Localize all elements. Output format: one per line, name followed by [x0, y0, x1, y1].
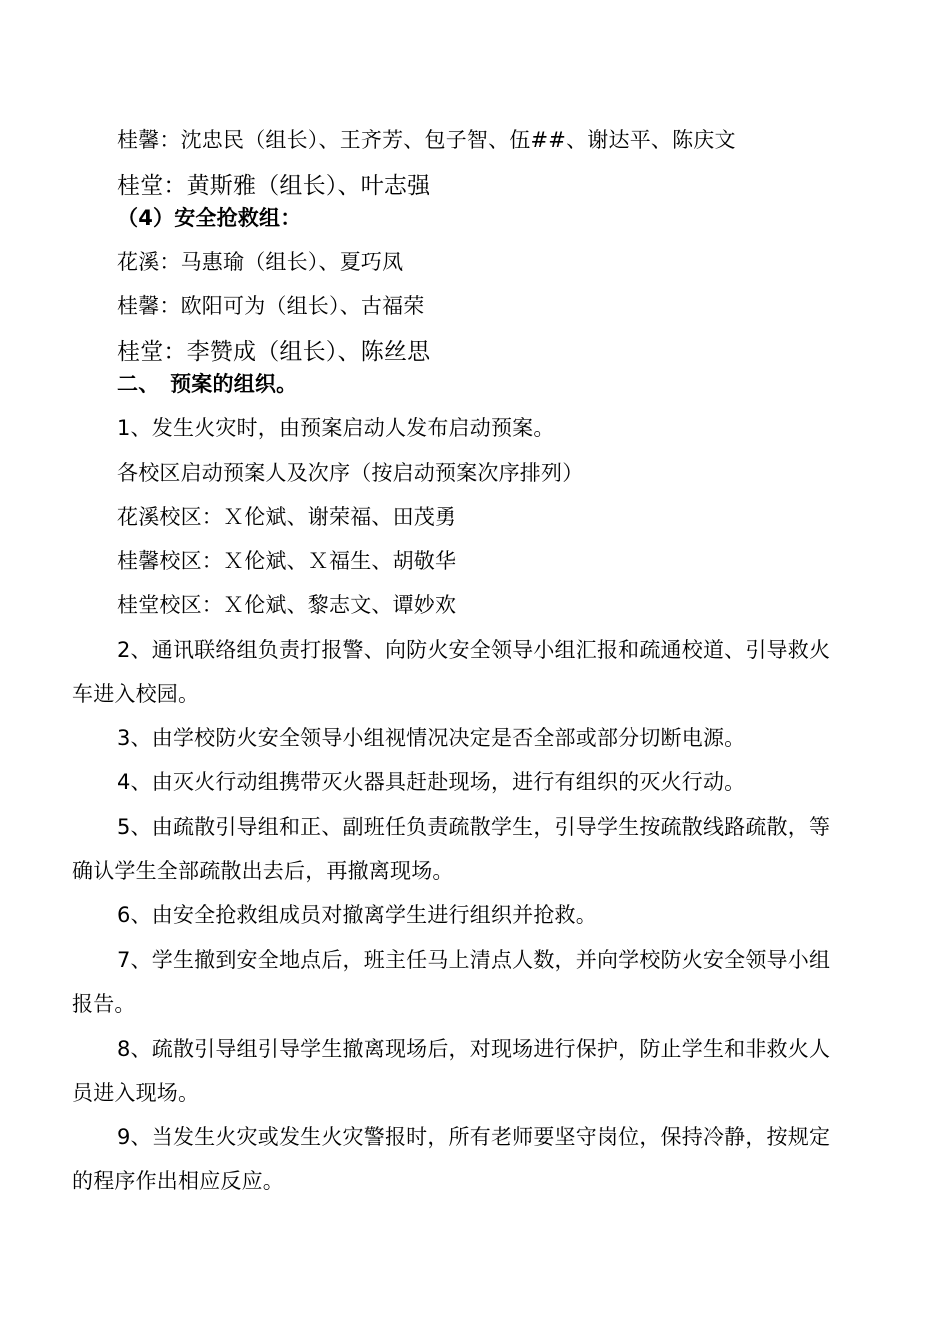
paragraph-9-line-1: 9、当发生火灾或发生火灾警报时，所有老师要坚守岗位，保持冷静，按规定: [117, 1125, 831, 1149]
paragraph-8-line-2: 员进入现场。: [72, 1081, 200, 1105]
paragraph-6: 6、由安全抢救组成员对撤离学生进行组织并抢救。: [117, 903, 597, 927]
activator-guitang: 桂堂校区：Ｘ伦斌、黎志文、谭妙欢: [117, 593, 457, 617]
activator-huaxi: 花溪校区：Ｘ伦斌、谢荣福、田茂勇: [117, 505, 457, 529]
paragraph-3: 3、由学校防火安全领导小组视情况决定是否全部或部分切断电源。: [117, 726, 746, 750]
activator-order-heading: 各校区启动预案人及次序（按启动预案次序排列）: [117, 461, 584, 485]
paragraph-8-line-1: 8、疏散引导组引导学生撤离现场后，对现场进行保护，防止学生和非救火人: [117, 1037, 831, 1061]
paragraph-1: 1、发生火灾时，由预案启动人发布启动预案。: [117, 416, 555, 440]
paragraph-2-line-2: 车进入校园。: [72, 682, 200, 706]
paragraph-5-line-1: 5、由疏散引导组和正、副班任负责疏散学生，引导学生按疏散线路疏散，等: [117, 815, 831, 839]
section-heading-plan-organization: 二、 预案的组织。: [117, 372, 298, 396]
paragraph-2-line-1: 2、通讯联络组负责打报警、向防火安全领导小组汇报和疏通校道、引导救火: [117, 638, 831, 662]
member-line-guitang-4: 桂堂：李赞成（组长）、陈丝思: [117, 339, 431, 365]
paragraph-5-line-2: 确认学生全部疏散出去后，再撤离现场。: [72, 859, 454, 883]
paragraph-4: 4、由灭火行动组携带灭火器具赶赴现场，进行有组织的灭火行动。: [117, 770, 746, 794]
paragraph-7-line-1: 7、学生撤到安全地点后，班主任马上清点人数，并向学校防火安全领导小组: [117, 948, 831, 972]
paragraph-7-line-2: 报告。: [72, 992, 136, 1016]
member-line-guixin-3: 桂馨：沈忠民（组长）、王齐芳、包子智、伍##、谢达平、陈庆文: [117, 128, 736, 152]
member-line-guitang-3: 桂堂：黄斯雅（组长）、叶志强: [117, 173, 431, 199]
member-line-guixin-4: 桂馨：欧阳可为（组长）、古福荣: [117, 294, 425, 318]
section-heading-rescue-group: （4）安全抢救组：: [117, 206, 302, 230]
activator-guixin: 桂馨校区：Ｘ伦斌、Ｘ福生、胡敬华: [117, 549, 457, 573]
member-line-huaxi-4: 花溪：马惠瑜（组长）、夏巧凤: [117, 250, 404, 274]
paragraph-9-line-2: 的程序作出相应反应。: [72, 1169, 284, 1193]
